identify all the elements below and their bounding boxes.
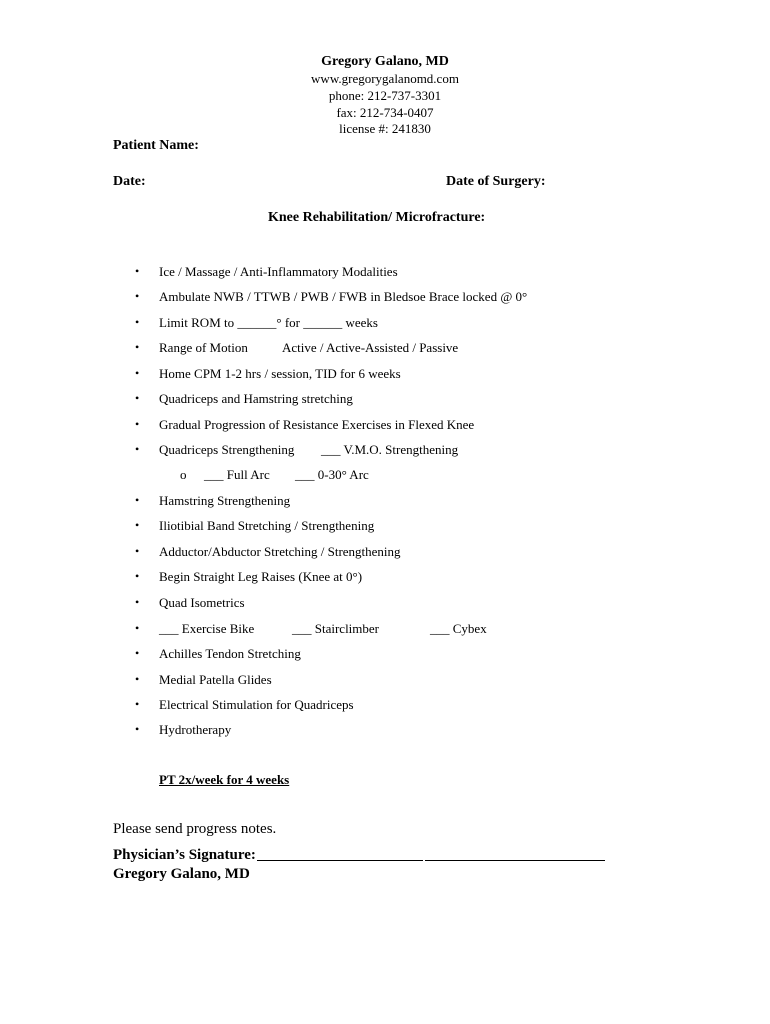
- list-item-text: Ice / Massage / Anti-Inflammatory Modalities: [159, 264, 398, 279]
- frequency-text: PT 2x/week for 4 weeks: [159, 772, 290, 787]
- signature-line: [425, 860, 605, 861]
- bullet: •: [135, 722, 140, 736]
- progress-notes-text: Please send progress notes.: [113, 821, 277, 837]
- list-item-text: Limit ROM to ______° for ______ weeks: [159, 315, 378, 330]
- bullet: •: [135, 289, 140, 303]
- list-item-text: ___ Stairclimber: [292, 621, 380, 636]
- bullet: •: [135, 569, 140, 583]
- list-item-text: Achilles Tendon Stretching: [159, 646, 301, 661]
- bullet: •: [135, 493, 140, 507]
- date-of-surgery-label: Date of Surgery:: [446, 174, 546, 189]
- list-item-text: ___ Exercise Bike: [159, 621, 255, 636]
- list-item-text: Hamstring Strengthening: [159, 493, 291, 508]
- list-item-text: ___ 0-30° Arc: [295, 467, 369, 482]
- bullet: •: [135, 391, 140, 405]
- list-item-text: Iliotibial Band Stretching / Strengthening: [159, 518, 375, 533]
- bullet: •: [135, 315, 140, 329]
- list-item-text: Begin Straight Leg Raises (Knee at 0°): [159, 569, 363, 584]
- list-item-text: ___ Full Arc: [204, 467, 270, 482]
- bullet: •: [135, 544, 140, 558]
- signature-line: [257, 860, 423, 861]
- date-label: Date:: [113, 174, 146, 189]
- list-item-text: Electrical Stimulation for Quadriceps: [159, 697, 354, 712]
- list-item-text: Quad Isometrics: [159, 595, 245, 610]
- physician-name-footer: Gregory Galano, MD: [113, 866, 250, 882]
- bullet: •: [135, 264, 140, 278]
- website-text: www.gregorygalanomd.com: [311, 71, 459, 86]
- bullet: •: [135, 646, 140, 660]
- list-item-text: Quadriceps and Hamstring stretching: [159, 391, 353, 406]
- list-item-text: Adductor/Abductor Stretching / Strengthening: [159, 544, 401, 559]
- list-item-text: ___ V.M.O. Strengthening: [321, 442, 459, 457]
- bullet: •: [135, 697, 140, 711]
- list-item-text: Quadriceps Strengthening: [159, 442, 295, 457]
- list-item-text: Hydrotherapy: [159, 722, 232, 737]
- list-item-text: Medial Patella Glides: [159, 672, 272, 687]
- phone-text: phone: 212-737-3301: [328, 88, 442, 103]
- license-text: license #: 241830: [339, 121, 431, 136]
- patient-name-label: Patient Name:: [113, 138, 199, 153]
- bullet: •: [135, 621, 140, 635]
- physician-name-header: Gregory Galano, MD: [321, 54, 449, 69]
- bullet: •: [135, 366, 140, 380]
- bullet: •: [135, 442, 140, 456]
- signature-label: Physician’s Signature:: [113, 847, 256, 863]
- bullet: •: [135, 518, 140, 532]
- bullet: •: [135, 672, 140, 686]
- list-item-text: Ambulate NWB / TTWB / PWB / FWB in Bledsoe Brace locked @ 0°: [159, 289, 528, 304]
- bullet: •: [135, 595, 140, 609]
- list-item-text: ___ Cybex: [430, 621, 487, 636]
- form-title: Knee Rehabilitation/ Microfracture:: [268, 210, 486, 225]
- sub-bullet: o: [180, 467, 187, 482]
- list-item-text: Active / Active-Assisted / Passive: [282, 340, 459, 355]
- list-item-text: Range of Motion: [159, 340, 248, 355]
- fax-text: fax: 212-734-0407: [336, 105, 434, 120]
- bullet: •: [135, 340, 140, 354]
- list-item-text: Home CPM 1-2 hrs / session, TID for 6 weeks: [159, 366, 401, 381]
- bullet: •: [135, 417, 140, 431]
- list-item-text: Gradual Progression of Resistance Exercises in Flexed Knee: [159, 417, 475, 432]
